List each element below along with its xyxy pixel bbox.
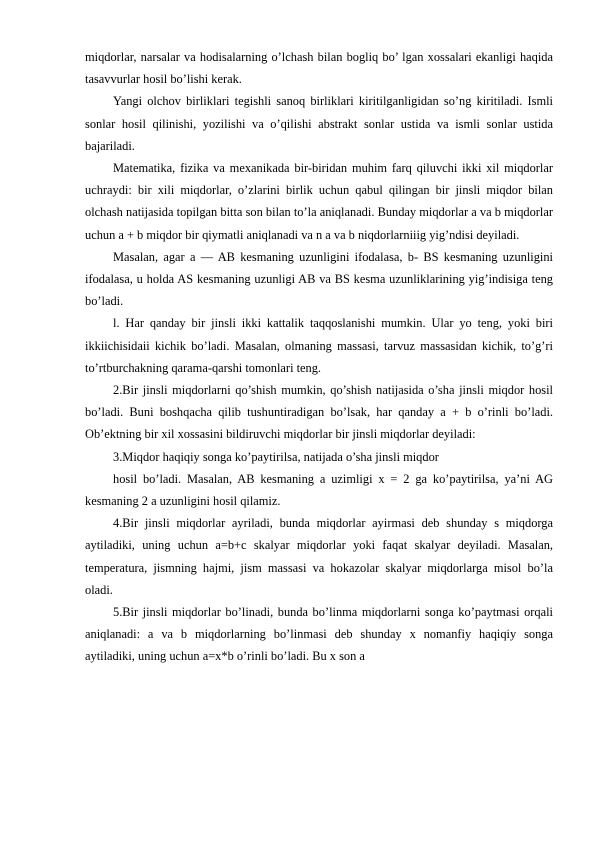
numbered-paragraph [85, 446, 553, 468]
paragraph: miqdorlar, narsalar va hodisalarning o’lchash bilan bogliq bo’ lgan xossalari ekanligi haqida tasavvurlar hosil bo’lishi kerak. [85, 50, 553, 87]
list-item-text: Bir jinsli miqdorlarni qo’shish mumkin, qo’shish natijasida o’sha jinsli miqdor hosil bo’ladi. Buni boshqacha qilib tushuntiradigan bo’lsak, har qanday a + b o’rinli bo’ladi. Ob’ektning bir xil xossasini bildiruvchi miqdorlar bir jinsli miqdorlar deyiladi: [85, 383, 553, 442]
paragraph: Masalan, agar a — AB kesmaning uzunligini ifodalasa, b- BS kesmaning uzunligini ifodalasa, u holda AS kesmaning uzunligi AB va BS kesma uzunliklarining yig’indisiga teng bo’ladi. [85, 249, 553, 309]
list-number: 2. [113, 383, 123, 398]
list-item-text: Miqdor haqiqiy songa ko’paytirilsa, natijada o’sha jinsli miqdor [122, 449, 439, 464]
numbered-paragraph [85, 379, 553, 446]
paragraph: Yangi olchov birliklari tegishli sanoq birliklari kiritilganligidan so’ng kiritiladi. Ismli sonlar hosil qilinishi, yozilishi va o’qilishi abstrakt sonlar ustida va ismli sonlar ustida bajariladi. [85, 94, 553, 153]
paragraph: Matematika, fizika va mexanikada bir-biridan muhim farq qiluvchi ikki xil miqdorlar uchraydi: bir xili miqdorlar, o’zlarini birlik uchun qabul qilingan bir jinsli miqdor bilan olchash natijasida topilgan bitta son bilan to’la aniqlanadi. Bunday miqdorlar a va b miqdorlar uchun a + b miqdor bir qiymatli aniqlanadi va n a va b niqdorlarniiig yig’ndisi deyiladi. [85, 161, 553, 242]
list-item-text: Bir jinsli miqdorlar bo’linadi, bunda bo’linma miqdorlarni songa ko’paytmasi orqali aniqlanadi: a va b miqdorlarning bo’linmasi deb shunday x nomanfiy haqiqiy songa aytiladiki, uning uchun a=x*b o’rinli bo’ladi. Bu x son a [85, 605, 553, 664]
numbered-paragraph [85, 601, 553, 668]
list-number: 5. [113, 605, 123, 620]
list-number: 3. [113, 449, 123, 464]
document-body [85, 46, 553, 668]
numbered-paragraph [85, 512, 553, 601]
paragraph: l. Har qanday bir jinsli ikki kattalik taqqoslanishi mumkin. Ular yo teng, yoki biri ikkiichisidaii kichik bo’ladi. Masalan, olmaning massasi, tarvuz massasidan kichik, to’g’ri to’rtburchakning qarama-qarshi tomonlari teng. [85, 316, 553, 375]
list-number: 4. [113, 516, 123, 531]
list-item-text: Bir jinsli miqdorlar ayriladi, bunda miqdorlar ayirmasi deb shunday s miqdorga aytiladiki, uning uchun a=b+c skalyar miqdorlar yoki faqat skalyar deyiladi. Masalan, temperatura, jismning hajmi, jism massasi va hokazolar skalyar miqdorlarga misol bo’la oladi. [85, 516, 553, 597]
paragraph: hosil bo’ladi. Masalan, AB kesmaning a uzimligi x = 2 ga ko’paytirilsa, ya’ni AG kesmaning 2 a uzunligini hosil qilamiz. [85, 471, 553, 509]
